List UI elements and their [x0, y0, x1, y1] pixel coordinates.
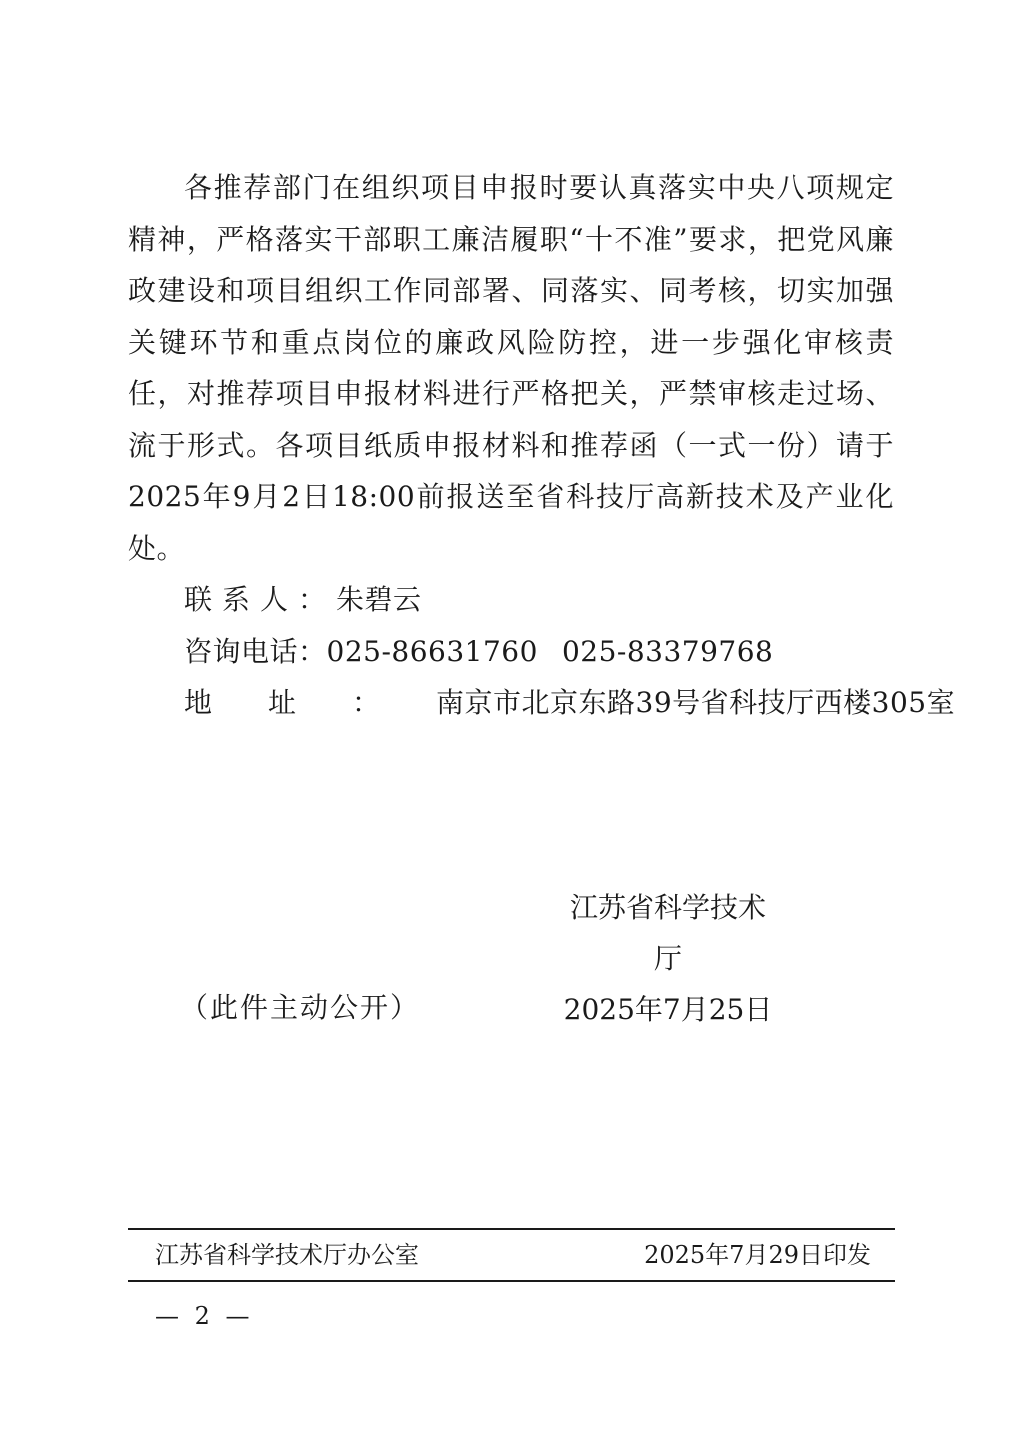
signature-organization: 江苏省科学技术厅 [569, 891, 766, 975]
footer-top-rule [128, 1228, 895, 1230]
signature-block [557, 882, 779, 1035]
contact-person-line [128, 574, 894, 626]
contact-address-value: 南京市北京东路39号省科技厅西楼305室 [436, 686, 956, 719]
page-number: — 2 — [155, 1302, 254, 1330]
contact-person-label: 联系人： [184, 583, 337, 616]
contact-phone-line [128, 626, 894, 678]
contact-phone-1: 025-86631760 [326, 634, 538, 668]
main-paragraph: 各推荐部门在组织项目申报时要认真落实中央八项规定精神，严格落实干部职工廉洁履职“十不准”要求，把党风廉政建设和项目组织工作同部署、同落实、同考核，切实加强关键环节和重点岗位的廉政风险防控，进一步强化审核责任，对推荐项目申报材料进行严格把关，严禁审核走过场、流于形式。各项目纸质申报材料和推荐函（一式一份）请于2025年9月2日18:00前报送至省科技厅高新技术及产业化处。 [128, 171, 894, 565]
footer-bottom-rule [128, 1280, 895, 1282]
contact-address-label: 地址： [184, 686, 437, 719]
footer-issuer: 江苏省科学技术厅办公室 [155, 1241, 419, 1269]
contact-phone-2: 025-83379768 [561, 634, 774, 668]
public-notice: （此件主动公开） [180, 991, 421, 1024]
body-text [128, 162, 956, 729]
footer-print-date: 2025年7月29日印发 [644, 1241, 871, 1269]
signature-date: 2025年7月25日 [563, 993, 773, 1026]
footer [155, 1236, 871, 1274]
contact-phone-label: 咨询电话： [184, 634, 327, 668]
contact-address-line [128, 677, 956, 729]
contact-person-value: 朱碧云 [336, 583, 422, 616]
